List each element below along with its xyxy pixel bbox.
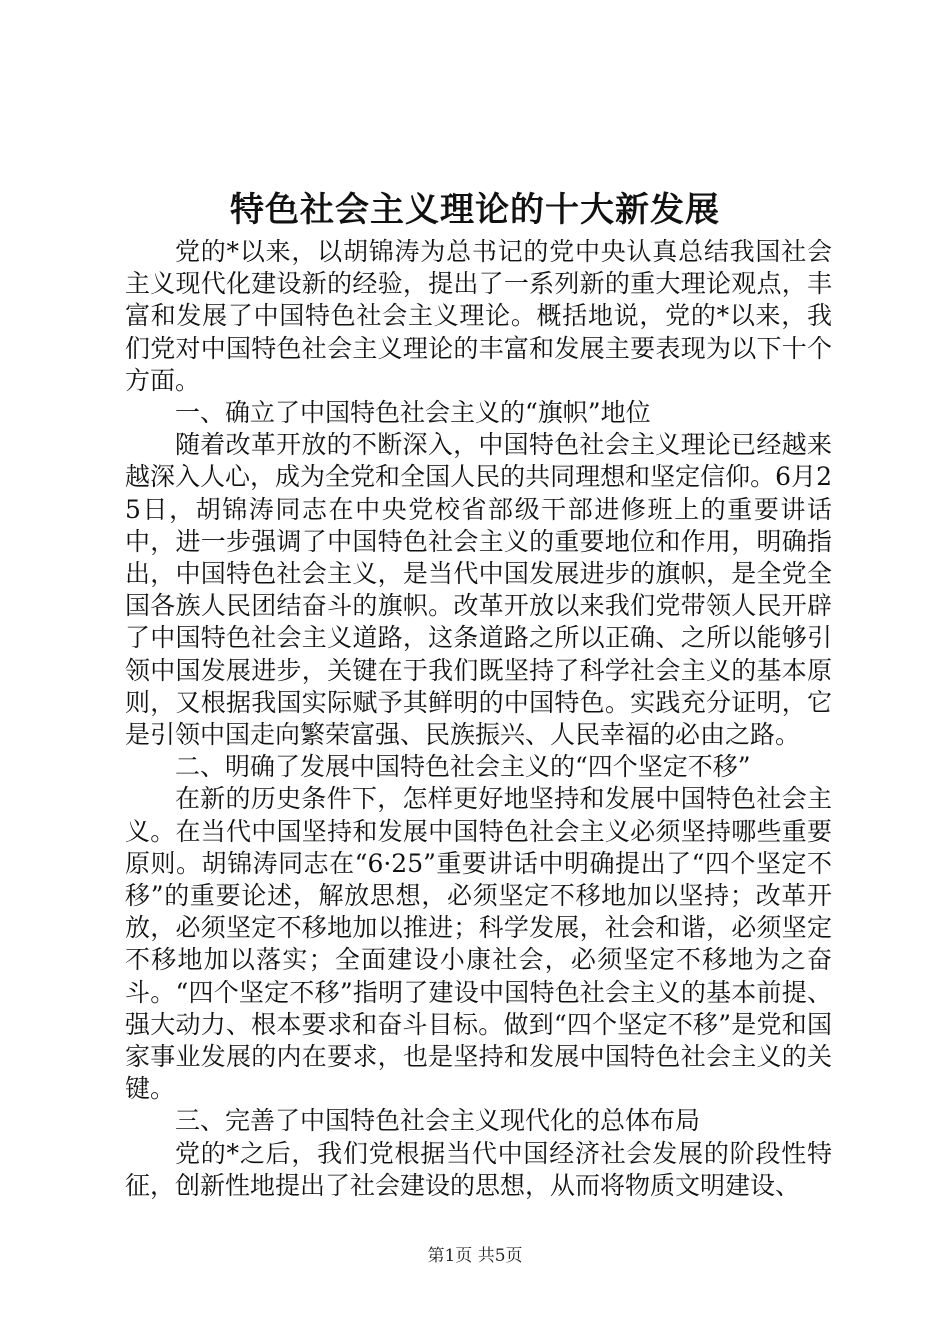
paragraph-section-2: 在新的历史条件下，怎样更好地坚持和发展中国特色社会主义。在当代中国坚持和发展中国特色社会主义必须坚持哪些重要原则。胡锦涛同志在“6·25”重要讲话中明确提出了“四个坚定不移”的重要论述，解放思想，必须坚定不移地加以坚持；改革开放，必须坚定不移地加以推进；科学发展，社会和谐，必须坚定不移地加以落实；全面建设小康社会，必须坚定不移地为之奋斗。“四个坚定不移”指明了建设中国特色社会主义的基本前提、强大动力、根本要求和奋斗目标。做到“四个坚定不移”是党和国家事业发展的内在要求，也是坚持和发展中国特色社会主义的关键。: [125, 784, 832, 1104]
paragraph-intro: 党的*以来，以胡锦涛为总书记的党中央认真总结我国社会主义现代化建设新的经验，提出了一系列新的重大理论观点，丰富和发展了中国特色社会主义理论。概括地说，党的*以来，我们党对中国特色社会主义理论的丰富和发展主要表现为以下十个方面。: [125, 237, 832, 395]
document-title: 特色社会主义理论的十大新发展: [230, 190, 720, 230]
paragraph-section-1: 随着改革开放的不断深入，中国特色社会主义理论已经越来越深入人心，成为全党和全国人民的共同理想和坚定信仰。6月25日，胡锦涛同志在中央党校省部级干部进修班上的重要讲话中，进一步强调了中国特色社会主义的重要地位和作用，明确指出，中国特色社会主义，是当代中国发展进步的旗帜，是全党全国各族人民团结奋斗的旗帜。改革开放以来我们党带领人民开辟了中国特色社会主义道路，这条道路之所以正确、之所以能够引领中国发展进步，关键在于我们既坚持了科学社会主义的基本原则，又根据我国实际赋予其鲜明的中国特色。实践充分证明，它是引领中国走向繁荣富强、民族振兴、人民幸福的必由之路。: [125, 430, 832, 750]
section-heading-3: 三、完善了中国特色社会主义现代化的总体布局: [175, 1106, 701, 1136]
page-number-footer: 第1页 共5页: [427, 1246, 523, 1266]
document-body: [125, 236, 832, 1202]
section-heading-2: 二、明确了发展中国特色社会主义的“四个坚定不移”: [175, 752, 751, 782]
paragraph-section-3: 党的*之后，我们党根据当代中国经济社会发展的阶段性特征，创新性地提出了社会建设的思想，从而将物质文明建设、: [125, 1138, 832, 1200]
section-heading-1: 一、确立了中国特色社会主义的“旗帜”地位: [175, 398, 651, 428]
